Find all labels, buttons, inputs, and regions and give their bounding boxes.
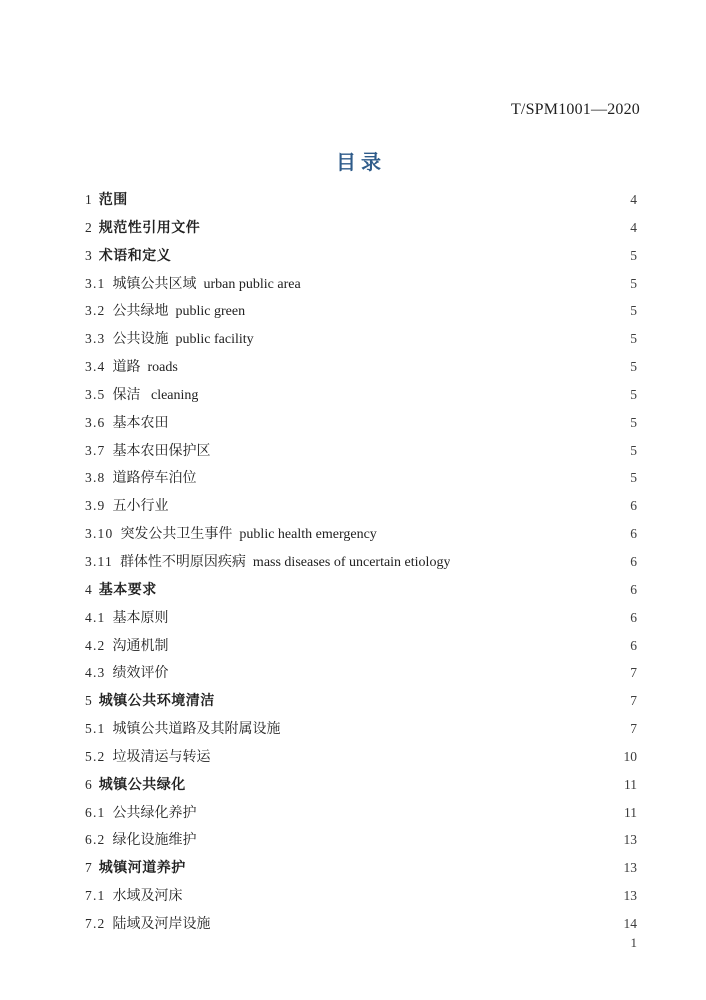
toc-entry	[85, 799, 637, 827]
toc-entry-page: 7	[630, 721, 637, 737]
toc-entry-number: 3.9	[85, 498, 106, 514]
page-title: 目录	[336, 152, 386, 174]
toc-entry-number: 7.2	[85, 915, 106, 931]
toc-entry-number: 5.1	[85, 721, 106, 737]
toc-entry	[85, 353, 637, 381]
toc-entry	[85, 270, 637, 298]
toc-entry-title: 规范性引用文件	[98, 218, 201, 235]
toc-entry-number: 4.3	[85, 665, 106, 681]
toc-entry-title: 保洁 cleaning	[112, 387, 199, 403]
toc-entry-number: 3.5	[85, 386, 106, 402]
toc-entry-number: 6.1	[85, 804, 106, 820]
toc-entry-number: 4	[85, 581, 92, 597]
toc-entry-page: 10	[623, 748, 637, 764]
toc-entry-title: 道路停车泊位	[112, 471, 197, 487]
toc-entry	[85, 771, 637, 799]
toc-entry-page: 13	[623, 888, 637, 904]
toc-entry-number: 6	[85, 776, 92, 792]
toc-entry	[85, 214, 637, 242]
toc-entry-number: 2	[85, 219, 92, 235]
toc-entry-title: 基本原则	[112, 610, 169, 626]
toc-entry	[85, 242, 637, 270]
toc-entry-page: 6	[630, 553, 637, 569]
toc-entry-number: 5	[85, 693, 92, 709]
toc-entry-title: 群体性不明原因疾病 mass diseases of uncertain etiology	[119, 554, 451, 570]
toc-entry	[85, 743, 637, 771]
toc-entry-number: 1	[85, 192, 92, 207]
toc-entry-page: 5	[630, 331, 637, 347]
toc-entry-number: 3.7	[85, 442, 106, 458]
toc-entry-title: 城镇公共绿化	[98, 775, 186, 792]
toc-entry-page: 4	[630, 219, 637, 235]
toc-entry-number: 3.8	[85, 470, 106, 486]
toc-entry	[85, 854, 637, 882]
toc-entry	[85, 632, 637, 660]
toc-entry-number: 3	[85, 247, 92, 263]
toc-entry	[85, 548, 637, 576]
toc-entry-page: 5	[630, 303, 637, 319]
toc-entry-title: 基本农田保护区	[112, 443, 211, 459]
toc-entry-page: 13	[623, 860, 637, 876]
toc-entry	[85, 826, 637, 854]
toc-entry-title: 公共绿地 public green	[112, 304, 246, 320]
toc-entry	[85, 882, 637, 910]
toc-entry-title: 基本农田	[112, 415, 169, 431]
toc-entry-page: 11	[624, 804, 637, 820]
toc-entry-page: 6	[630, 637, 637, 653]
toc-entry-number: 3.2	[85, 303, 106, 319]
toc-entry	[85, 910, 637, 938]
toc-entry-title: 绩效评价	[112, 666, 169, 682]
toc-entry-title: 范围	[98, 191, 128, 207]
toc-entry-page: 5	[630, 470, 637, 486]
toc-entry-page: 6	[630, 526, 637, 542]
toc-entry-title: 突发公共卫生事件 public health emergency	[120, 527, 377, 543]
toc-entry-number: 4.2	[85, 637, 106, 653]
toc-entry-number: 3.11	[85, 553, 113, 569]
toc-entry	[85, 604, 637, 632]
toc-entry-page: 6	[630, 581, 637, 597]
toc-entry	[85, 715, 637, 743]
toc-entry	[85, 492, 637, 520]
toc-entry-page: 11	[624, 776, 637, 792]
toc-entry-title: 城镇公共道路及其附属设施	[112, 722, 281, 738]
toc-entry-title: 水域及河床	[112, 889, 183, 905]
toc-entry	[85, 659, 637, 687]
toc-entry-title: 城镇公共区域 urban public area	[112, 276, 301, 292]
toc-entry	[85, 464, 637, 492]
toc-entry	[85, 437, 637, 465]
toc-entry-title: 道路 roads	[112, 360, 178, 376]
toc-entry-title: 绿化设施维护	[112, 833, 197, 849]
toc-entry	[85, 409, 637, 437]
toc-entry-page: 5	[630, 275, 637, 291]
toc-entry	[85, 381, 637, 409]
toc-entry-page: 4	[630, 192, 637, 207]
toc-entry-number: 3.10	[85, 526, 114, 542]
toc-entry-title: 城镇公共环境清洁	[98, 692, 215, 709]
toc-entry-number: 4.1	[85, 609, 106, 625]
toc-entry-title: 垃圾清运与转运	[112, 749, 211, 765]
toc-entry-title: 陆域及河岸设施	[112, 916, 211, 932]
footer-page-number: 1	[630, 935, 637, 950]
toc-entry-number: 7	[85, 860, 92, 876]
toc-list	[85, 186, 637, 938]
toc-entry	[85, 576, 637, 604]
toc-entry-page: 5	[630, 359, 637, 375]
toc-entry-page: 5	[630, 247, 637, 263]
toc-entry-page: 7	[630, 665, 637, 681]
toc-entry	[85, 687, 637, 715]
toc-entry-title: 城镇河道养护	[98, 859, 186, 876]
toc-entry-number: 3.3	[85, 331, 106, 347]
toc-entry-number: 5.2	[85, 748, 106, 764]
toc-entry	[85, 297, 637, 325]
toc-entry-title: 五小行业	[112, 499, 169, 515]
toc-entry-title: 沟通机制	[112, 638, 169, 654]
toc-entry	[85, 520, 637, 548]
toc-entry	[85, 186, 637, 214]
toc-entry-title: 公共设施 public facility	[112, 332, 254, 348]
toc-entry-page: 5	[630, 442, 637, 458]
toc-entry-number: 3.4	[85, 359, 106, 375]
doc-code: T/SPM1001—2020	[510, 101, 640, 118]
toc-entry-page: 5	[630, 414, 637, 430]
toc-entry-number: 6.2	[85, 832, 106, 848]
toc-entry-page: 7	[630, 693, 637, 709]
toc-entry-title: 术语和定义	[98, 246, 172, 263]
toc-entry-number: 7.1	[85, 888, 106, 904]
toc-entry-page: 5	[630, 386, 637, 402]
toc-entry-page: 14	[623, 915, 637, 931]
toc-entry-page: 6	[630, 498, 637, 514]
toc-entry-title: 公共绿化养护	[112, 805, 197, 821]
toc-entry-number: 3.6	[85, 414, 106, 430]
toc-entry-number: 3.1	[85, 275, 106, 291]
toc-entry-page: 13	[623, 832, 637, 848]
toc-entry-page: 6	[630, 609, 637, 625]
toc-entry-title: 基本要求	[98, 580, 157, 597]
toc-entry	[85, 325, 637, 353]
